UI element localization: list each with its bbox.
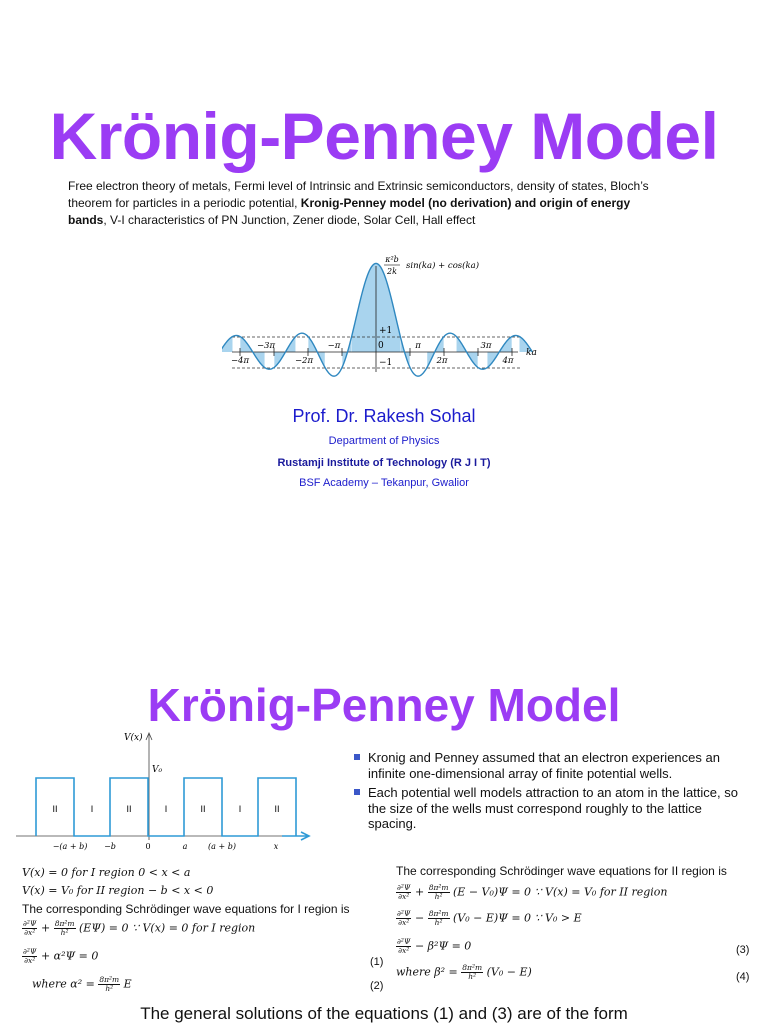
frac-numerator: ∂²Ψ — [397, 937, 411, 946]
schrodinger-eq-beta — [396, 938, 471, 955]
equation-tail: E — [123, 977, 132, 991]
region-ii-label: II — [52, 804, 58, 814]
coefficient-fraction — [54, 920, 76, 937]
frac-numerator: ∂²Ψ — [397, 883, 411, 892]
frac-numerator: ∂²Ψ — [23, 919, 37, 928]
region-i-label: I — [164, 804, 168, 814]
assumption-list — [352, 750, 752, 836]
tick-label-3pi: 3π — [480, 341, 492, 351]
equation-lead: where β² = — [396, 965, 458, 979]
x-label-a-plus-b: (a + b) — [208, 842, 236, 851]
second-derivative-fraction — [22, 948, 37, 965]
second-derivative-fraction — [396, 938, 411, 955]
frac-denominator: ∂x² — [398, 892, 410, 901]
schrodinger-eq-region-ii — [396, 884, 668, 901]
coefficient-fraction — [98, 976, 120, 993]
frac-numerator: 8π²m — [54, 919, 75, 928]
slide-kp-model — [0, 640, 768, 1024]
list-item — [352, 750, 752, 781]
alpha-definition — [32, 976, 132, 993]
minus-one-label: −1 — [379, 358, 393, 368]
tick-label-4pi: 4π — [502, 356, 514, 366]
topics-text-after: , V-I characteristics of PN Junction, Zener diode, Solar Cell, Hall effect — [103, 213, 476, 227]
region-ii-label: II — [200, 804, 206, 814]
region-ii-label: II — [126, 804, 132, 814]
frac-numerator: 8π²m — [428, 909, 449, 918]
equation-number-4: (4) — [736, 971, 750, 983]
region-i-label: I — [238, 804, 242, 814]
author-name: Prof. Dr. Rakesh Sohal — [292, 406, 476, 426]
tick-label-neg-pi: −π — [327, 341, 341, 351]
equation-rest: (EΨ) = 0 ∵ V(x) = 0 for I region — [79, 921, 256, 935]
topics-text-bold: Kronig-Penney model (no derivation) and origin of energy bands — [68, 196, 631, 227]
frac-denominator: h² — [468, 972, 477, 981]
list-item-text: Kronig and Penney assumed that an electron experiences an infinite one-dimensional array of finite potential wells. — [368, 750, 720, 781]
frac-denominator: h² — [434, 892, 443, 901]
frac-denominator: ∂x² — [398, 918, 410, 927]
minus-sign: − — [414, 911, 425, 925]
v-axis-label: V(x) — [124, 733, 143, 743]
v0-label: V₀ — [152, 765, 163, 775]
coefficient-fraction — [428, 910, 450, 927]
x-label-neg-a-plus-b: −(a + b) — [52, 842, 88, 851]
plus-one-label: +1 — [379, 326, 393, 336]
equation-rest: (V₀ − E)Ψ = 0 ∵ V₀ > E — [453, 911, 582, 925]
x-label-x: x — [273, 842, 279, 851]
frac-denominator: h² — [434, 918, 443, 927]
bullet-square-icon — [354, 789, 360, 795]
formula-numerator: κ²b — [385, 255, 399, 264]
region-ii-label: II — [274, 804, 280, 814]
schrodinger-eq-region-i — [22, 920, 255, 937]
potential-eq-region-ii: V(x) = V₀ for II region − b < x < 0 — [22, 884, 214, 897]
allowed-band-region — [222, 337, 233, 352]
second-derivative-fraction — [396, 910, 411, 927]
equation-number-2: (2) — [370, 980, 384, 992]
tick-label-pi: π — [415, 341, 421, 351]
schrodinger-eq-alpha — [22, 948, 98, 965]
general-solution-text: The general solutions of the equations (1) and (3) are of the form — [140, 1004, 628, 1023]
second-derivative-fraction — [396, 884, 411, 901]
equation-rest: + α²Ψ = 0 — [40, 949, 99, 963]
beta-definition — [396, 964, 532, 981]
equation-tail: (V₀ − E) — [486, 965, 532, 979]
frac-denominator: ∂x² — [398, 946, 410, 955]
potential-well-figure — [14, 732, 324, 852]
frac-denominator: ∂x² — [24, 928, 36, 937]
region-i-label: I — [90, 804, 94, 814]
list-item-text: Each potential well models attraction to an atom in the lattice, so the size of the wells must correspond roughly to the lattice spacing. — [368, 785, 738, 831]
author-institute: Rustamji Institute of Technology (R J I T) — [277, 457, 491, 469]
author-academy: BSF Academy – Tekanpur, Gwalior — [299, 477, 469, 489]
origin-label: 0 — [378, 341, 384, 351]
author-department: Department of Physics — [328, 435, 440, 447]
tick-label-2pi: 2π — [436, 356, 448, 366]
plus-sign: + — [40, 921, 51, 935]
frac-numerator: 8π²m — [462, 963, 483, 972]
equation-rest: (E − V₀)Ψ = 0 ∵ V(x) = V₀ for II region — [453, 885, 668, 899]
ka-axis-label: ka — [526, 348, 537, 358]
coefficient-fraction — [428, 884, 450, 901]
frac-numerator: ∂²Ψ — [397, 909, 411, 918]
x-label-a: a — [182, 842, 188, 851]
frac-denominator: h² — [105, 984, 114, 993]
equation-lead: where α² = — [32, 977, 95, 991]
frac-denominator: ∂x² — [24, 956, 36, 965]
equation-rest: − β²Ψ = 0 — [414, 939, 472, 953]
tick-label-neg-3pi: −3π — [256, 341, 276, 351]
x-label-zero: 0 — [145, 842, 151, 851]
frac-denominator: h² — [60, 928, 69, 937]
frac-numerator: ∂²Ψ — [23, 947, 37, 956]
list-item — [352, 785, 752, 832]
bullet-square-icon — [354, 754, 360, 760]
schrodinger-intro-region-i: The corresponding Schrödinger wave equations for I region is — [22, 902, 350, 916]
coefficient-fraction — [461, 964, 483, 981]
plus-sign: + — [414, 885, 425, 899]
tick-label-neg-2pi: −2π — [294, 356, 314, 366]
equation-number-1: (1) — [370, 956, 384, 968]
equation-number-3: (3) — [736, 944, 750, 956]
formula-denominator: 2k — [387, 267, 397, 276]
x-label-neg-b: −b — [104, 842, 116, 851]
potential-eq-region-i: V(x) = 0 for I region 0 < x < a — [22, 866, 191, 879]
second-derivative-fraction — [22, 920, 37, 937]
slide-heading: Krönig-Penney Model — [147, 679, 621, 731]
syllabus-topics — [68, 178, 668, 229]
energy-band-figure — [222, 244, 542, 384]
formula-rest: sin(ka) + cos(ka) — [406, 261, 480, 271]
slide-title-heading: Krönig-Penney Model — [49, 99, 719, 173]
frac-numerator: 8π²m — [99, 975, 120, 984]
tick-label-neg-4pi: −4π — [230, 356, 250, 366]
topics-text-before: Free electron theory of metals, Fermi level of Intrinsic and Extrinsic semiconductors, density of states, Bloch’s theorem for particles in a periodic potential, — [68, 179, 649, 210]
schrodinger-eq-v0-minus-e — [396, 910, 582, 927]
frac-numerator: 8π²m — [428, 883, 449, 892]
schrodinger-intro-region-ii: The corresponding Schrödinger wave equations for II region is — [396, 864, 727, 878]
